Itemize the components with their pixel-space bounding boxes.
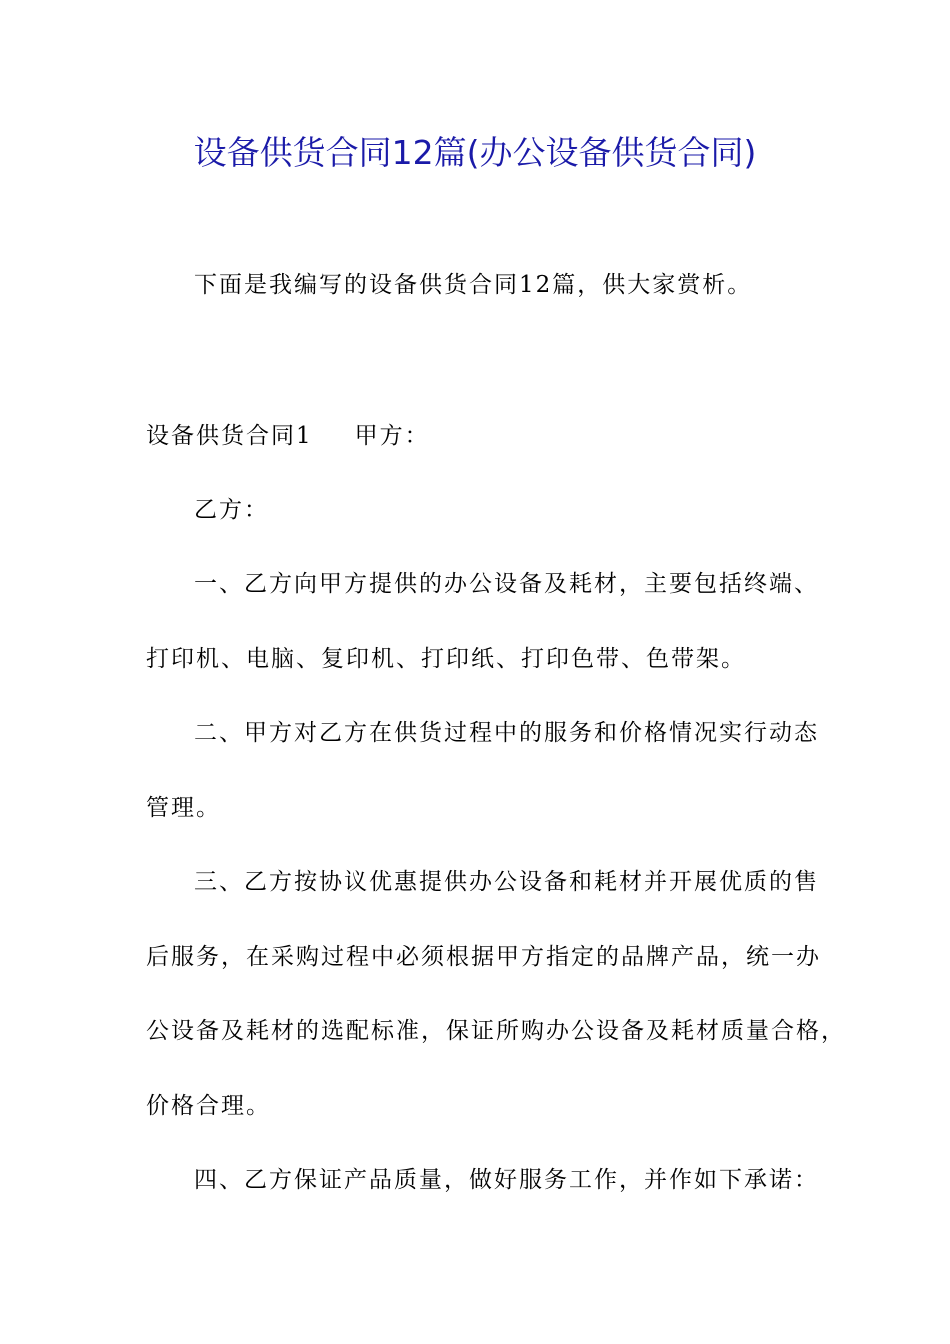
clause-1-line-1: 一、乙方向甲方提供的办公设备及耗材，主要包括终端、 [194, 571, 819, 597]
clause-3-line-2: 后服务，在采购过程中必须根据甲方指定的品牌产品，统一办 [146, 944, 821, 970]
clause-2-line-2: 管理。 [146, 795, 221, 821]
clause-3-line-1: 三、乙方按协议优惠提供办公设备和耗材并开展优质的售 [194, 869, 819, 895]
section-heading-row [146, 418, 430, 454]
document-title: 设备供货合同12篇(办公设备供货合同) [193, 133, 757, 172]
intro-paragraph: 下面是我编写的设备供货合同12篇，供大家赏析。 [194, 272, 753, 298]
clause-4-line-1: 四、乙方保证产品质量，做好服务工作，并作如下承诺： [194, 1167, 819, 1193]
party-b-label: 乙方： [194, 497, 269, 523]
clause-3-line-4: 价格合理。 [146, 1093, 271, 1119]
clause-3-line-3: 公设备及耗材的选配标准，保证所购办公设备及耗材质量合格， [146, 1018, 846, 1044]
clause-2-line-1: 二、甲方对乙方在供货过程中的服务和价格情况实行动态 [194, 720, 819, 746]
clause-1-line-2: 打印机、电脑、复印机、打印纸、打印色带、色带架。 [146, 646, 746, 672]
section-heading: 设备供货合同1 [146, 423, 313, 449]
party-a-label: 甲方： [354, 423, 430, 449]
